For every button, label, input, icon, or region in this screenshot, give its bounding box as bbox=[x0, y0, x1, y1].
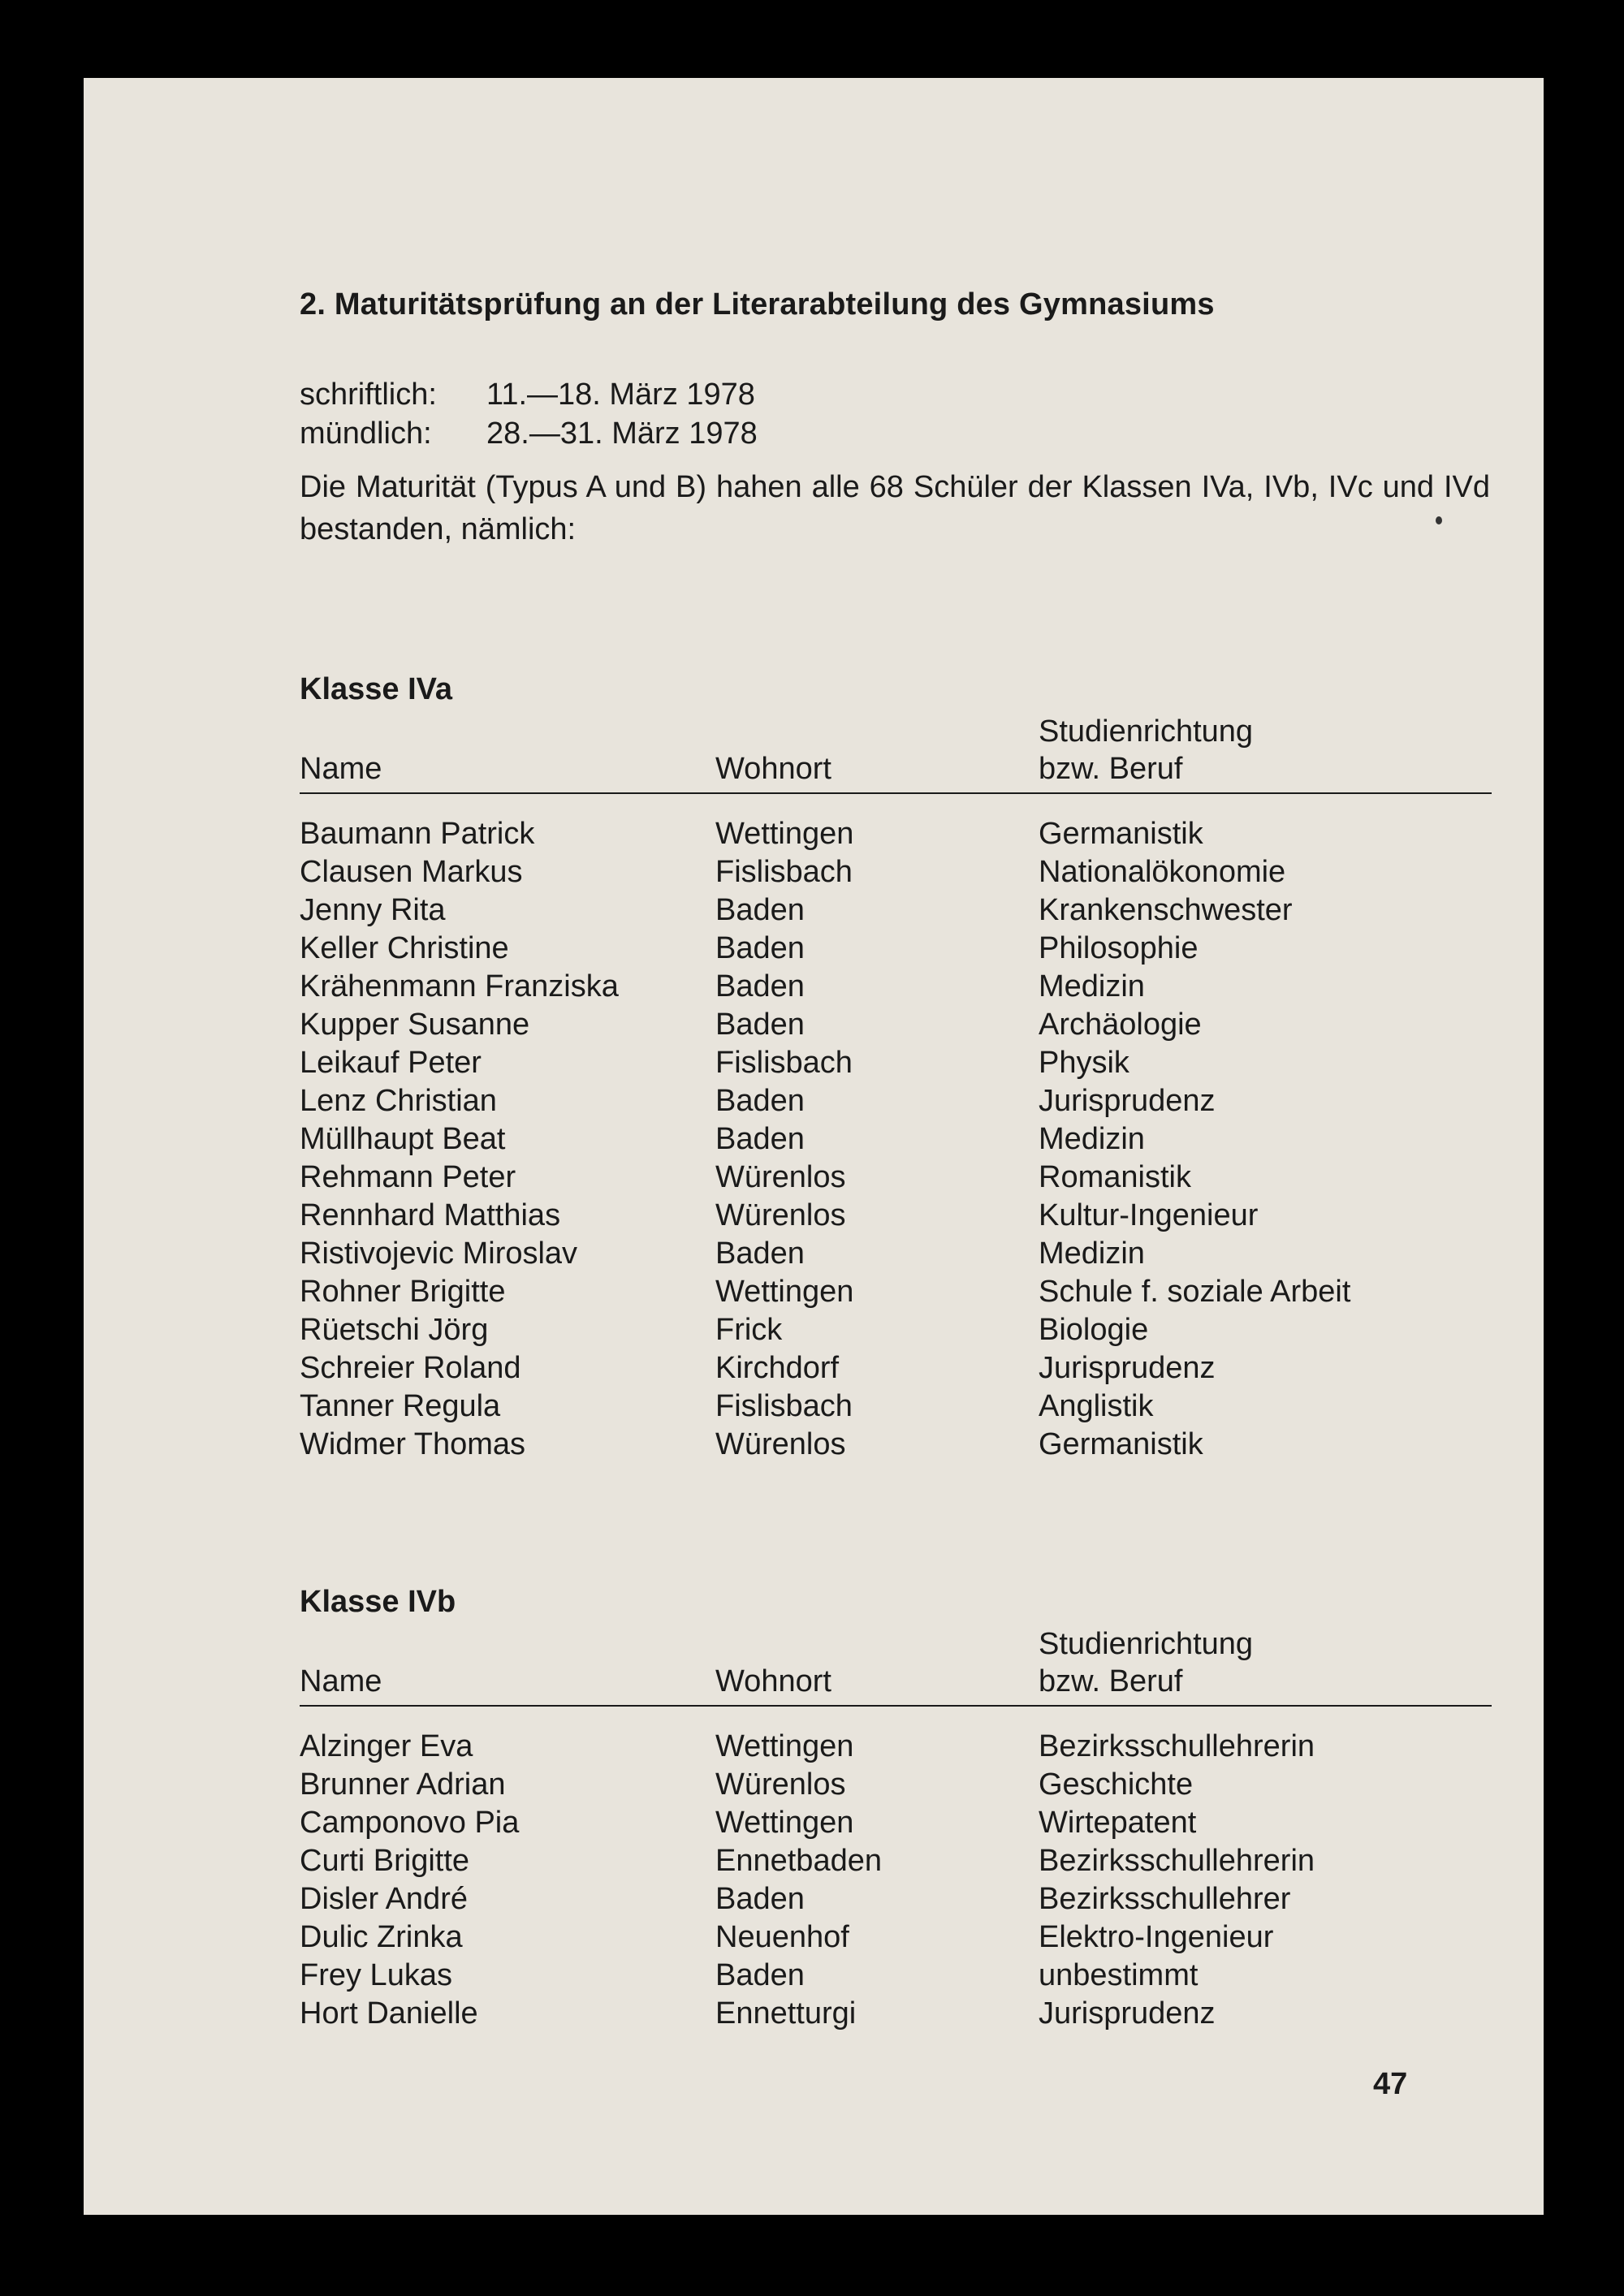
column-beruf-line1: Studienrichtung bbox=[1039, 1627, 1254, 1661]
student-name: Disler André bbox=[300, 1882, 468, 1916]
table-row bbox=[300, 1159, 1492, 1197]
student-wohnort: Würenlos bbox=[715, 1427, 846, 1461]
date-value: 11.—18. März 1978 bbox=[486, 378, 755, 412]
student-wohnort: Frick bbox=[715, 1313, 783, 1347]
student-list bbox=[300, 1728, 1492, 2033]
student-beruf: Anglistik bbox=[1039, 1389, 1154, 1423]
document-page bbox=[84, 78, 1544, 2215]
student-name: Rohner Brigitte bbox=[300, 1275, 506, 1309]
table-row bbox=[300, 1044, 1492, 1082]
column-beruf bbox=[1039, 1625, 1363, 1700]
student-name: Keller Christine bbox=[300, 931, 509, 965]
student-name: Clausen Markus bbox=[300, 855, 523, 889]
table-row bbox=[300, 1995, 1492, 2033]
student-name: Brunner Adrian bbox=[300, 1767, 506, 1802]
student-wohnort: Baden bbox=[715, 893, 805, 927]
column-beruf-line2: bzw. Beruf bbox=[1039, 1664, 1183, 1698]
student-wohnort: Fislisbach bbox=[715, 1389, 853, 1423]
student-beruf: Kultur-Ingenieur bbox=[1039, 1198, 1259, 1232]
date-value: 28.—31. März 1978 bbox=[486, 416, 758, 451]
student-name: Ristivojevic Miroslav bbox=[300, 1236, 578, 1271]
student-beruf: Schule f. soziale Arbeit bbox=[1039, 1275, 1351, 1309]
print-speck bbox=[1436, 516, 1442, 524]
student-beruf: Wirtepatent bbox=[1039, 1806, 1197, 1840]
student-beruf: Germanistik bbox=[1039, 817, 1203, 851]
table-row bbox=[300, 1235, 1492, 1273]
table-row bbox=[300, 1349, 1492, 1388]
table-row bbox=[300, 853, 1492, 891]
student-wohnort: Ennetbaden bbox=[715, 1844, 882, 1878]
table-row bbox=[300, 891, 1492, 930]
table-row bbox=[300, 1006, 1492, 1044]
student-beruf: Physik bbox=[1039, 1046, 1129, 1080]
column-beruf-line2: bzw. Beruf bbox=[1039, 752, 1183, 786]
student-wohnort: Baden bbox=[715, 931, 805, 965]
student-name: Schreier Roland bbox=[300, 1351, 521, 1385]
student-name: Widmer Thomas bbox=[300, 1427, 526, 1461]
student-name: Alzinger Eva bbox=[300, 1729, 473, 1763]
student-wohnort: Wettingen bbox=[715, 1729, 854, 1763]
student-wohnort: Würenlos bbox=[715, 1767, 846, 1802]
table-row bbox=[300, 968, 1492, 1006]
date-row-oral bbox=[300, 414, 758, 453]
student-beruf: Bezirksschullehrer bbox=[1039, 1882, 1291, 1916]
date-label: mündlich: bbox=[300, 416, 432, 451]
table-row bbox=[300, 930, 1492, 968]
klasse-title: Klasse IVb bbox=[300, 1585, 456, 1619]
intro-paragraph: Die Maturität (Typus A und B) hahen alle 68 Schüler der Klassen IVa, IVb, IVc und IVd bestanden, nämlich: bbox=[300, 470, 1490, 546]
student-name: Lenz Christian bbox=[300, 1084, 497, 1118]
student-wohnort: Baden bbox=[715, 1084, 805, 1118]
student-name: Krähenmann Franziska bbox=[300, 969, 619, 1003]
student-wohnort: Baden bbox=[715, 1958, 805, 1992]
student-wohnort: Baden bbox=[715, 1882, 805, 1916]
student-name: Kupper Susanne bbox=[300, 1008, 530, 1042]
student-name: Rennhard Matthias bbox=[300, 1198, 561, 1232]
student-wohnort: Baden bbox=[715, 1122, 805, 1156]
student-beruf: Medizin bbox=[1039, 1236, 1145, 1271]
column-name: Name bbox=[300, 1664, 382, 1698]
date-row-written bbox=[300, 375, 758, 414]
student-name: Rüetschi Jörg bbox=[300, 1313, 489, 1347]
student-wohnort: Neuenhof bbox=[715, 1920, 849, 1954]
student-name: Curti Brigitte bbox=[300, 1844, 470, 1878]
table-row bbox=[300, 815, 1492, 853]
student-wohnort: Baden bbox=[715, 969, 805, 1003]
student-wohnort: Wettingen bbox=[715, 817, 854, 851]
table-row bbox=[300, 1197, 1492, 1235]
student-wohnort: Baden bbox=[715, 1236, 805, 1271]
student-wohnort: Wettingen bbox=[715, 1275, 854, 1309]
student-beruf: Krankenschwester bbox=[1039, 893, 1293, 927]
student-name: Frey Lukas bbox=[300, 1958, 452, 1992]
table-row bbox=[300, 1766, 1492, 1804]
table-row bbox=[300, 1842, 1492, 1880]
column-header bbox=[300, 1622, 1492, 1707]
table-row bbox=[300, 1880, 1492, 1918]
student-beruf: Biologie bbox=[1039, 1313, 1149, 1347]
student-beruf: Philosophie bbox=[1039, 931, 1199, 965]
table-row bbox=[300, 1120, 1492, 1159]
student-beruf: Nationalökonomie bbox=[1039, 855, 1286, 889]
date-label: schriftlich: bbox=[300, 378, 437, 412]
student-name: Rehmann Peter bbox=[300, 1160, 516, 1194]
klasse-iva-section bbox=[300, 672, 1492, 1464]
student-list bbox=[300, 815, 1492, 1464]
student-beruf: Archäologie bbox=[1039, 1008, 1202, 1042]
student-name: Jenny Rita bbox=[300, 893, 446, 927]
table-row bbox=[300, 1918, 1492, 1957]
klasse-title: Klasse IVa bbox=[300, 672, 453, 706]
student-wohnort: Ennetturgi bbox=[715, 1996, 857, 2031]
column-name: Name bbox=[300, 752, 382, 786]
student-beruf: Jurisprudenz bbox=[1039, 1351, 1216, 1385]
exam-dates bbox=[300, 375, 758, 453]
column-wohnort: Wohnort bbox=[715, 1664, 831, 1698]
student-wohnort: Kirchdorf bbox=[715, 1351, 840, 1385]
student-wohnort: Würenlos bbox=[715, 1198, 846, 1232]
column-wohnort: Wohnort bbox=[715, 752, 831, 786]
student-beruf: Bezirksschullehrerin bbox=[1039, 1844, 1315, 1878]
student-beruf: Romanistik bbox=[1039, 1160, 1191, 1194]
student-name: Leikauf Peter bbox=[300, 1046, 482, 1080]
student-beruf: Elektro-Ingenieur bbox=[1039, 1920, 1274, 1954]
section-heading: 2. Maturitätsprüfung an der Literarabteilung des Gymnasiums bbox=[300, 287, 1215, 322]
student-beruf: Medizin bbox=[1039, 969, 1145, 1003]
table-row bbox=[300, 1804, 1492, 1842]
student-beruf: unbestimmt bbox=[1039, 1958, 1199, 1992]
column-header bbox=[300, 710, 1492, 794]
student-beruf: Germanistik bbox=[1039, 1427, 1203, 1461]
student-wohnort: Fislisbach bbox=[715, 1046, 853, 1080]
student-name: Baumann Patrick bbox=[300, 817, 535, 851]
table-row bbox=[300, 1957, 1492, 1995]
student-name: Müllhaupt Beat bbox=[300, 1122, 506, 1156]
student-wohnort: Wettingen bbox=[715, 1806, 854, 1840]
student-name: Dulic Zrinka bbox=[300, 1920, 463, 1954]
student-beruf: Medizin bbox=[1039, 1122, 1145, 1156]
student-wohnort: Baden bbox=[715, 1008, 805, 1042]
student-wohnort: Fislisbach bbox=[715, 855, 853, 889]
student-wohnort: Würenlos bbox=[715, 1160, 846, 1194]
column-beruf-line1: Studienrichtung bbox=[1039, 714, 1254, 749]
student-name: Tanner Regula bbox=[300, 1389, 501, 1423]
table-row bbox=[300, 1388, 1492, 1426]
table-row bbox=[300, 1082, 1492, 1120]
student-beruf: Bezirksschullehrerin bbox=[1039, 1729, 1315, 1763]
student-beruf: Jurisprudenz bbox=[1039, 1996, 1216, 2031]
table-row bbox=[300, 1426, 1492, 1464]
klasse-ivb-section bbox=[300, 1585, 1492, 2033]
student-name: Hort Danielle bbox=[300, 1996, 478, 2031]
table-row bbox=[300, 1311, 1492, 1349]
student-beruf: Geschichte bbox=[1039, 1767, 1194, 1802]
student-beruf: Jurisprudenz bbox=[1039, 1084, 1216, 1118]
table-row bbox=[300, 1728, 1492, 1766]
table-row bbox=[300, 1273, 1492, 1311]
column-beruf bbox=[1039, 713, 1363, 788]
page-number: 47 bbox=[1373, 2067, 1408, 2101]
student-name: Camponovo Pia bbox=[300, 1806, 520, 1840]
